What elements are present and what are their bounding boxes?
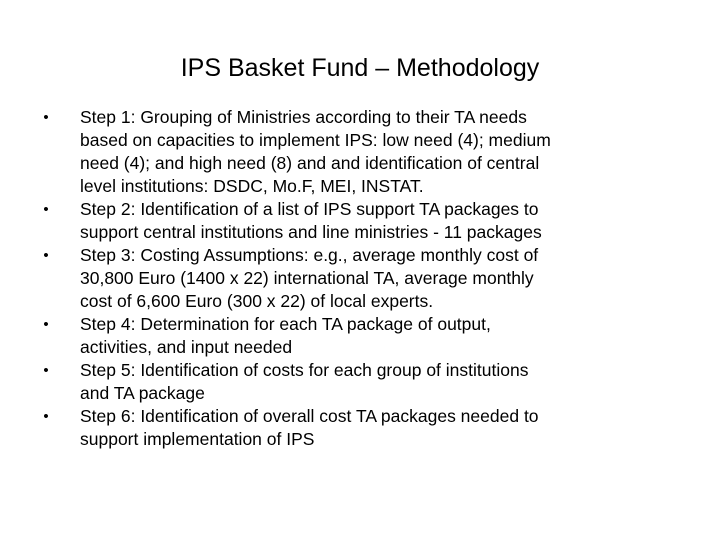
bullet-line: cost of 6,600 Euro (300 x 22) of local experts.	[80, 291, 434, 311]
slide-title: IPS Basket Fund – Methodology	[180, 54, 540, 82]
bullet-line: and TA package	[80, 383, 205, 403]
bullet-line: activities, and input needed	[80, 337, 293, 357]
bullet-item-step-1	[43, 106, 700, 198]
bullet-icon: •	[43, 408, 49, 425]
bullet-line: support central institutions and line ministries - 11 packages	[80, 222, 542, 242]
bullet-line: Step 6: Identification of overall cost TA packages needed to	[80, 406, 539, 426]
bullet-icon: •	[43, 109, 49, 126]
bullet-line: level institutions: DSDC, Mo.F, MEI, INSTAT.	[80, 176, 424, 196]
bullet-line: support implementation of IPS	[80, 429, 315, 449]
bullet-line: need (4); and high need (8) and and identification of central	[80, 153, 540, 173]
bullet-line: Step 2: Identification of a list of IPS support TA packages to	[80, 199, 539, 219]
bullet-icon: •	[43, 316, 49, 333]
bullet-line: Step 1: Grouping of Ministries according to their TA needs	[80, 107, 527, 127]
bullet-item-step-3	[43, 244, 700, 313]
bullet-list	[43, 106, 700, 451]
bullet-icon: •	[43, 362, 49, 379]
bullet-item-step-2	[43, 198, 700, 244]
bullet-item-step-6	[43, 405, 700, 451]
bullet-item-step-5	[43, 359, 700, 405]
bullet-line: 30,800 Euro (1400 x 22) international TA, average monthly	[80, 268, 534, 288]
bullet-icon: •	[43, 247, 49, 264]
bullet-line: Step 3: Costing Assumptions: e.g., average monthly cost of	[80, 245, 539, 265]
bullet-line: Step 5: Identification of costs for each group of institutions	[80, 360, 529, 380]
bullet-line: Step 4: Determination for each TA package of output,	[80, 314, 491, 334]
bullet-line: based on capacities to implement IPS: low need (4); medium	[80, 130, 551, 150]
bullet-item-step-4	[43, 313, 700, 359]
bullet-icon: •	[43, 201, 49, 218]
